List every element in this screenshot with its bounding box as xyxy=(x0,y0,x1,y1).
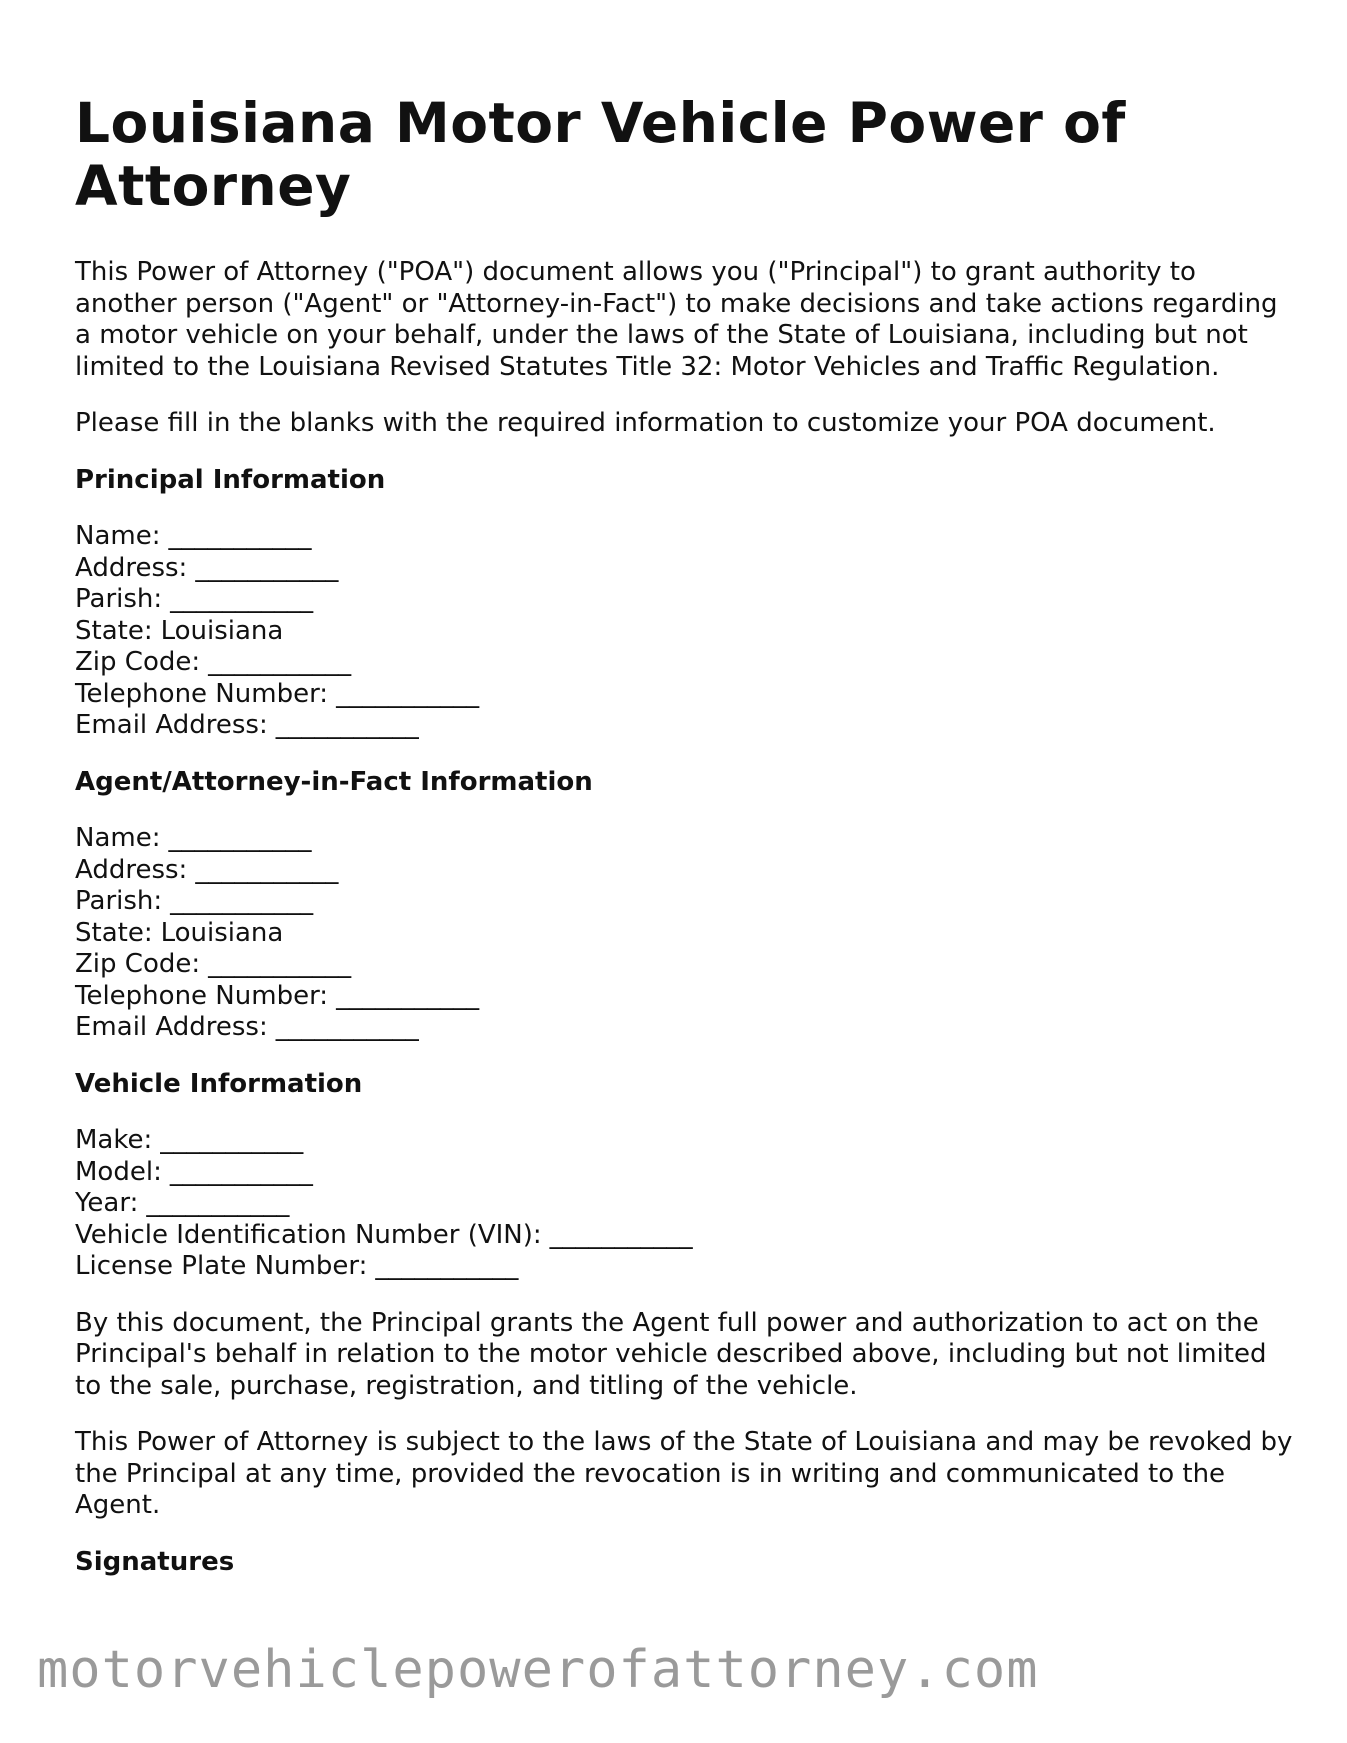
field-blank[interactable]: ___________ xyxy=(549,1219,693,1250)
field-blank[interactable]: ___________ xyxy=(169,1156,313,1187)
vehicle-plate-field xyxy=(75,1251,1295,1283)
principal-parish-field xyxy=(75,584,1295,616)
field-blank[interactable]: ___________ xyxy=(168,521,312,551)
agent-fields xyxy=(75,823,1295,1044)
field-blank[interactable]: ___________ xyxy=(195,552,339,583)
agent-name-field xyxy=(75,823,1295,855)
field-blank[interactable]: ___________ xyxy=(336,678,480,709)
field-label: Parish: xyxy=(75,886,163,916)
field-label: Telephone Number: xyxy=(75,980,329,1011)
agent-email-field xyxy=(75,1012,1295,1044)
instructions-paragraph: Please fill in the blanks with the required information to customize your POA document. xyxy=(75,408,1216,438)
document-page xyxy=(75,92,1295,1603)
field-label: Name: xyxy=(75,521,161,551)
agent-address-field xyxy=(75,855,1295,887)
principal-phone-field xyxy=(75,679,1295,711)
field-value: Louisiana xyxy=(160,917,284,948)
vehicle-vin-field xyxy=(75,1220,1295,1252)
field-label: Address: xyxy=(75,854,188,885)
agent-heading: Agent/Attorney-in-Fact Information xyxy=(75,766,593,797)
field-label: Year: xyxy=(75,1188,139,1218)
field-blank[interactable]: ___________ xyxy=(170,584,314,614)
principal-fields xyxy=(75,521,1295,742)
field-blank[interactable]: ___________ xyxy=(275,1012,419,1042)
field-label: Model: xyxy=(75,1156,162,1187)
principal-zip-field xyxy=(75,647,1295,679)
field-label: Address: xyxy=(75,552,188,583)
signatures-heading: Signatures xyxy=(75,1546,235,1577)
field-label: Parish: xyxy=(75,584,163,614)
field-label: Zip Code: xyxy=(75,949,201,979)
agent-zip-field xyxy=(75,949,1295,981)
field-label: Zip Code: xyxy=(75,647,201,677)
field-blank[interactable]: ___________ xyxy=(170,886,314,916)
field-blank[interactable]: ___________ xyxy=(375,1251,519,1281)
field-blank[interactable]: ___________ xyxy=(160,1125,304,1155)
field-label: Telephone Number: xyxy=(75,678,329,709)
vehicle-model-field xyxy=(75,1157,1295,1189)
intro-paragraph: This Power of Attorney ("POA") document allows you ("Principal") to grant authority to another person ("Agent" or "Attorney-in-Fact") to make decisions and take actions regarding a motor vehicle on your behalf, under the laws of the State of Louisiana, including but not limited to the Louisiana Revised Statutes Title 32: Motor Vehicles and Traffic Regulation. xyxy=(75,257,1278,382)
field-blank[interactable]: ___________ xyxy=(146,1188,290,1218)
page-title: Louisiana Motor Vehicle Power of Attorney xyxy=(75,91,1126,218)
vehicle-make-field xyxy=(75,1125,1295,1157)
principal-name-field xyxy=(75,521,1295,553)
field-value: Louisiana xyxy=(160,615,284,646)
field-blank[interactable]: ___________ xyxy=(208,949,352,979)
principal-address-field xyxy=(75,553,1295,585)
field-blank[interactable]: ___________ xyxy=(336,980,480,1011)
vehicle-year-field xyxy=(75,1188,1295,1220)
site-watermark: motorvehiclepowerofattorney.com xyxy=(37,1640,1039,1700)
principal-heading: Principal Information xyxy=(75,464,386,495)
principal-state-field xyxy=(75,616,1295,648)
field-label: Name: xyxy=(75,823,161,853)
field-label: Make: xyxy=(75,1125,153,1155)
field-label: Email Address: xyxy=(75,710,268,740)
revocation-paragraph: This Power of Attorney is subject to the laws of the State of Louisiana and may be revoked by the Principal at any time, provided the revocation is in writing and communicated to the Agent. xyxy=(75,1427,1293,1520)
field-label: Vehicle Identification Number (VIN): xyxy=(75,1219,542,1250)
field-blank[interactable]: ___________ xyxy=(195,854,339,885)
principal-email-field xyxy=(75,710,1295,742)
field-blank[interactable]: ___________ xyxy=(275,710,419,740)
field-label: Email Address: xyxy=(75,1012,268,1042)
field-blank[interactable]: ___________ xyxy=(208,647,352,677)
field-blank[interactable]: ___________ xyxy=(168,823,312,853)
grant-paragraph: By this document, the Principal grants the Agent full power and authorization to act on the Principal's behalf in relation to the motor vehicle described above, including but not limited to the sale, purchase, registration, and titling of the vehicle. xyxy=(75,1307,1267,1401)
agent-phone-field xyxy=(75,981,1295,1013)
field-label: License Plate Number: xyxy=(75,1251,368,1281)
field-label: State: xyxy=(75,917,153,948)
vehicle-heading: Vehicle Information xyxy=(75,1068,363,1099)
agent-parish-field xyxy=(75,886,1295,918)
field-label: State: xyxy=(75,615,153,646)
agent-state-field xyxy=(75,918,1295,950)
vehicle-fields xyxy=(75,1125,1295,1283)
